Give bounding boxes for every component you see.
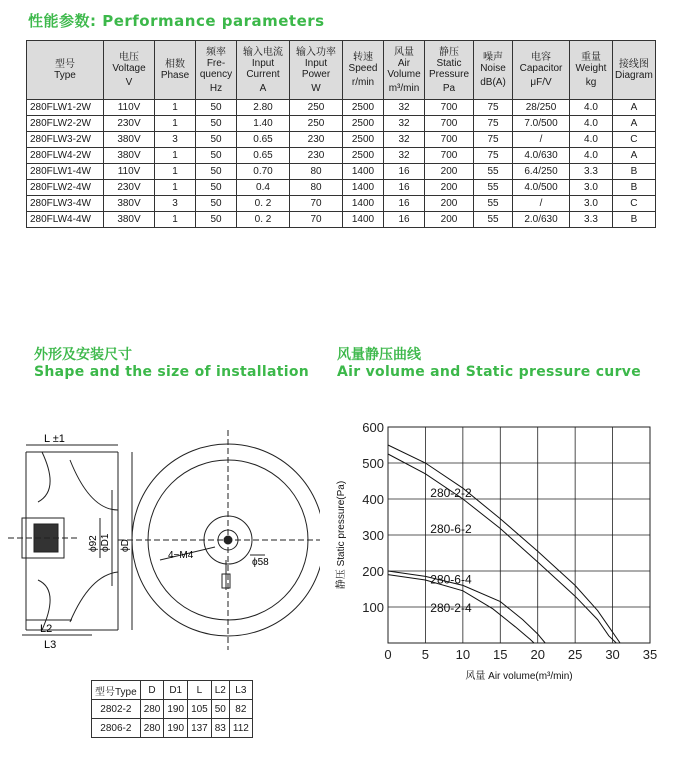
perf-header-en: Static Pressure (428, 57, 469, 80)
x-tick-label: 35 (642, 647, 658, 662)
table-cell: 200 (425, 212, 474, 228)
shape-section-title-en: Shape and the size of installation (34, 364, 310, 380)
table-cell: 280FLW3-2W (27, 132, 104, 148)
table-cell: 1 (155, 116, 196, 132)
perf-header-cn: 重量 (581, 52, 601, 63)
perf-header-unit: Hz (209, 82, 223, 94)
perf-header-unit: kg (585, 77, 597, 88)
x-tick-label: 0 (384, 647, 392, 662)
table-cell: B (613, 180, 656, 196)
series-line (388, 445, 620, 643)
table-cell: 1 (155, 100, 196, 116)
perf-header-cell (237, 41, 290, 100)
y-tick-label: 200 (362, 564, 384, 579)
table-row (27, 164, 656, 180)
table-cell: 200 (425, 196, 474, 212)
dims-header-cell: D1 (164, 681, 188, 700)
table-cell: 6.4/250 (513, 164, 570, 180)
table-cell: 0.65 (237, 132, 290, 148)
table-cell: 280FLW1-2W (27, 100, 104, 116)
table-cell: 190 (164, 700, 188, 719)
label-l2: L2 (40, 623, 53, 635)
table-cell: 0.65 (237, 148, 290, 164)
table-cell: 82 (229, 700, 252, 719)
table-cell: 2.0/630 (513, 212, 570, 228)
table-cell: 70 (290, 196, 343, 212)
perf-header-en: Fre-quency (199, 57, 233, 80)
table-cell: 105 (188, 700, 212, 719)
table-cell: 55 (474, 212, 513, 228)
table-cell: 4.0/500 (513, 180, 570, 196)
table-cell: 75 (474, 116, 513, 132)
perf-header-cn: 频率 (206, 46, 226, 58)
perf-header-cell (155, 41, 196, 100)
table-cell: 4.0 (570, 100, 613, 116)
table-cell: 250 (290, 100, 343, 116)
perf-header-cell (613, 41, 656, 100)
perf-header-cn: 静压 (439, 46, 459, 58)
table-cell: 1 (155, 180, 196, 196)
table-cell: 4.0 (570, 116, 613, 132)
table-cell: 2500 (343, 132, 384, 148)
table-cell: 4.0/630 (513, 148, 570, 164)
perf-header-unit: r/min (351, 77, 375, 88)
perf-header-cn: 接线图 (618, 59, 649, 70)
table-cell: 700 (425, 148, 474, 164)
perf-header-unit: μF/V (530, 77, 552, 88)
x-tick-label: 30 (605, 647, 620, 662)
table-cell: 80 (290, 180, 343, 196)
label-d1: ϕD1 (100, 533, 111, 552)
table-cell: 280FLW4-2W (27, 148, 104, 164)
label-phi58: ϕ58 (252, 557, 269, 568)
table-cell: B (613, 164, 656, 180)
table-cell: 230 (290, 148, 343, 164)
perf-header-en: Input Power (301, 57, 331, 80)
table-cell: 0. 2 (237, 196, 290, 212)
perf-header-en: Diagram (615, 70, 653, 81)
table-cell: 380V (104, 132, 155, 148)
table-cell: 110V (104, 100, 155, 116)
table-cell: 55 (474, 196, 513, 212)
dims-header-cell: 型号Type (92, 681, 141, 700)
table-cell: 1.40 (237, 116, 290, 132)
perf-header-cn: 电容 (531, 52, 551, 63)
table-cell: 250 (290, 116, 343, 132)
table-row (27, 212, 656, 228)
table-cell: 50 (211, 700, 229, 719)
perf-header-en: Input Current (246, 57, 280, 80)
table-cell: 200 (425, 164, 474, 180)
performance-table-body (27, 100, 656, 228)
table-cell: 16 (384, 180, 425, 196)
series-line (388, 454, 616, 643)
table-cell: A (613, 116, 656, 132)
table-cell: C (613, 196, 656, 212)
y-tick-label: 300 (362, 528, 384, 543)
table-cell: 75 (474, 148, 513, 164)
table-cell: 280FLW4-4W (27, 212, 104, 228)
table-cell: 1400 (343, 180, 384, 196)
table-cell: 50 (196, 212, 237, 228)
perf-header-cell (343, 41, 384, 100)
table-cell: 32 (384, 116, 425, 132)
series-label: 280-2-2 (430, 486, 472, 500)
table-cell: 700 (425, 100, 474, 116)
table-cell: 50 (196, 196, 237, 212)
dims-header-cell: D (140, 681, 164, 700)
table-row (27, 132, 656, 148)
table-cell: 0. 2 (237, 212, 290, 228)
perf-header-cn: 型号 (55, 59, 75, 70)
x-tick-label: 5 (421, 647, 430, 662)
table-row (27, 196, 656, 212)
table-cell: 28/250 (513, 100, 570, 116)
table-cell: 280FLW1-4W (27, 164, 104, 180)
table-cell: 280 (140, 700, 164, 719)
perf-header-unit: W (311, 82, 321, 94)
perf-header-cell (196, 41, 237, 100)
dimensions-table (91, 680, 253, 738)
perf-header-en: Speed (348, 63, 378, 74)
table-cell: 3.3 (570, 164, 613, 180)
x-tick-label: 15 (493, 647, 508, 662)
table-cell: 3 (155, 132, 196, 148)
table-cell: 0.70 (237, 164, 290, 180)
table-cell: 4.0 (570, 132, 613, 148)
table-cell: 32 (384, 132, 425, 148)
dimensions-table-header (92, 681, 253, 700)
table-cell: 1400 (343, 196, 384, 212)
table-cell: 50 (196, 132, 237, 148)
table-cell: 7.0/500 (513, 116, 570, 132)
table-cell: 32 (384, 148, 425, 164)
table-cell: 280 (140, 719, 164, 738)
table-cell: 112 (229, 719, 252, 738)
perf-header-unit: V (125, 77, 133, 88)
table-cell: 1400 (343, 212, 384, 228)
table-cell: 1 (155, 148, 196, 164)
pressure-curve-chart (330, 415, 670, 685)
perf-header-unit: m³/min (388, 82, 420, 94)
label-m4: 4−M4 (168, 550, 194, 561)
perf-header-unit: Pa (442, 82, 456, 94)
dims-header-cell: L2 (211, 681, 229, 700)
dims-header-cell: L (188, 681, 212, 700)
table-cell: 32 (384, 100, 425, 116)
dims-header-cell: L3 (229, 681, 252, 700)
table-cell: 3 (155, 196, 196, 212)
label-phi92: ϕ92 (88, 535, 99, 552)
perf-header-cn: 风量 (394, 46, 414, 58)
table-cell: 190 (164, 719, 188, 738)
table-cell: 80 (290, 164, 343, 180)
table-row (92, 719, 253, 738)
table-cell: 16 (384, 212, 425, 228)
y-tick-label: 100 (362, 600, 384, 615)
perf-header-cn: 输入功率 (296, 46, 336, 58)
table-row (27, 180, 656, 196)
table-cell: 2.80 (237, 100, 290, 116)
table-cell: 4.0 (570, 148, 613, 164)
perf-header-cell (474, 41, 513, 100)
performance-table-header (27, 41, 656, 100)
y-tick-label: 400 (362, 492, 384, 507)
table-cell: C (613, 132, 656, 148)
installation-drawing (0, 390, 320, 660)
series-label: 280-2-4 (430, 601, 472, 616)
perf-header-en: Weight (575, 63, 607, 74)
x-tick-label: 20 (530, 647, 545, 662)
table-cell: 83 (211, 719, 229, 738)
table-row (92, 700, 253, 719)
perf-header-cell (290, 41, 343, 100)
table-cell: 3.0 (570, 180, 613, 196)
table-cell: 2500 (343, 100, 384, 116)
table-cell: 230V (104, 116, 155, 132)
label-l3: L3 (44, 639, 57, 651)
table-cell: 110V (104, 164, 155, 180)
perf-header-cn: 噪声 (483, 52, 503, 63)
curve-section-title-cn: 风量静压曲线 (337, 347, 421, 363)
table-cell: 280FLW3-4W (27, 196, 104, 212)
table-cell: 380V (104, 148, 155, 164)
label-d: ϕD (120, 539, 131, 552)
table-cell: A (613, 100, 656, 116)
table-cell: 50 (196, 148, 237, 164)
label-l: L ±1 (44, 433, 65, 445)
perf-header-unit: dB(A) (480, 77, 506, 88)
table-cell: 2500 (343, 116, 384, 132)
table-cell: 50 (196, 100, 237, 116)
table-cell: 280FLW2-4W (27, 180, 104, 196)
table-cell: 3.3 (570, 212, 613, 228)
dimensions-table-body (92, 700, 253, 738)
perf-header-cell (425, 41, 474, 100)
table-cell: 700 (425, 116, 474, 132)
perf-header-cn: 输入电流 (243, 46, 283, 58)
perf-header-en: Phase (160, 70, 190, 81)
x-axis-label: 风量 Air volume(m³/min) (465, 671, 573, 682)
table-cell: 16 (384, 196, 425, 212)
y-tick-label: 600 (362, 420, 384, 435)
perf-header-cn: 转速 (353, 52, 373, 63)
table-row (27, 100, 656, 116)
perf-header-en: Air Volume (387, 57, 421, 80)
page-title: 性能参数: Performance parameters (28, 12, 325, 30)
table-cell: 380V (104, 196, 155, 212)
table-cell: 0.4 (237, 180, 290, 196)
table-cell: 16 (384, 164, 425, 180)
perf-header-cell (27, 41, 104, 100)
table-cell: / (513, 196, 570, 212)
table-cell: 70 (290, 212, 343, 228)
table-cell: 2802-2 (92, 700, 141, 719)
table-row (27, 148, 656, 164)
perf-header-cell (570, 41, 613, 100)
table-cell: 55 (474, 180, 513, 196)
table-cell: 1 (155, 164, 196, 180)
table-cell: 230 (290, 132, 343, 148)
x-tick-label: 25 (567, 647, 583, 662)
table-cell: / (513, 132, 570, 148)
table-cell: 75 (474, 100, 513, 116)
shape-section-title-cn: 外形及安装尺寸 (34, 347, 132, 363)
perf-header-cn: 相数 (165, 59, 185, 70)
table-cell: 50 (196, 116, 237, 132)
y-tick-label: 500 (362, 456, 384, 471)
table-cell: A (613, 148, 656, 164)
table-cell: 1 (155, 212, 196, 228)
table-cell: 55 (474, 164, 513, 180)
table-cell: B (613, 212, 656, 228)
perf-header-cell (384, 41, 425, 100)
table-cell: 50 (196, 180, 237, 196)
perf-header-unit: A (259, 82, 267, 94)
table-cell: 280FLW2-2W (27, 116, 104, 132)
perf-header-en: Capacitor (519, 63, 563, 74)
x-tick-label: 10 (455, 647, 471, 662)
curve-section-title-en: Air volume and Static pressure curve (337, 364, 641, 380)
perf-header-cell (104, 41, 155, 100)
perf-header-cell (513, 41, 570, 100)
table-cell: 3.0 (570, 196, 613, 212)
table-cell: 230V (104, 180, 155, 196)
table-cell: 75 (474, 132, 513, 148)
series-label: 280-6-2 (430, 522, 472, 536)
table-cell: 380V (104, 212, 155, 228)
series-label: 280-6-4 (430, 572, 472, 587)
table-cell: 50 (196, 164, 237, 180)
perf-header-en: Noise (480, 63, 506, 74)
perf-header-en: Type (54, 70, 76, 81)
table-cell: 2806-2 (92, 719, 141, 738)
table-row (27, 116, 656, 132)
y-axis-label: 静压 Static pressure(Pa) (336, 480, 347, 590)
table-cell: 2500 (343, 148, 384, 164)
perf-header-en: Voltage (112, 63, 146, 74)
table-cell: 1400 (343, 164, 384, 180)
table-cell: 137 (188, 719, 212, 738)
perf-header-cn: 电压 (119, 52, 139, 63)
table-cell: 700 (425, 132, 474, 148)
table-cell: 200 (425, 180, 474, 196)
performance-table (26, 40, 656, 228)
